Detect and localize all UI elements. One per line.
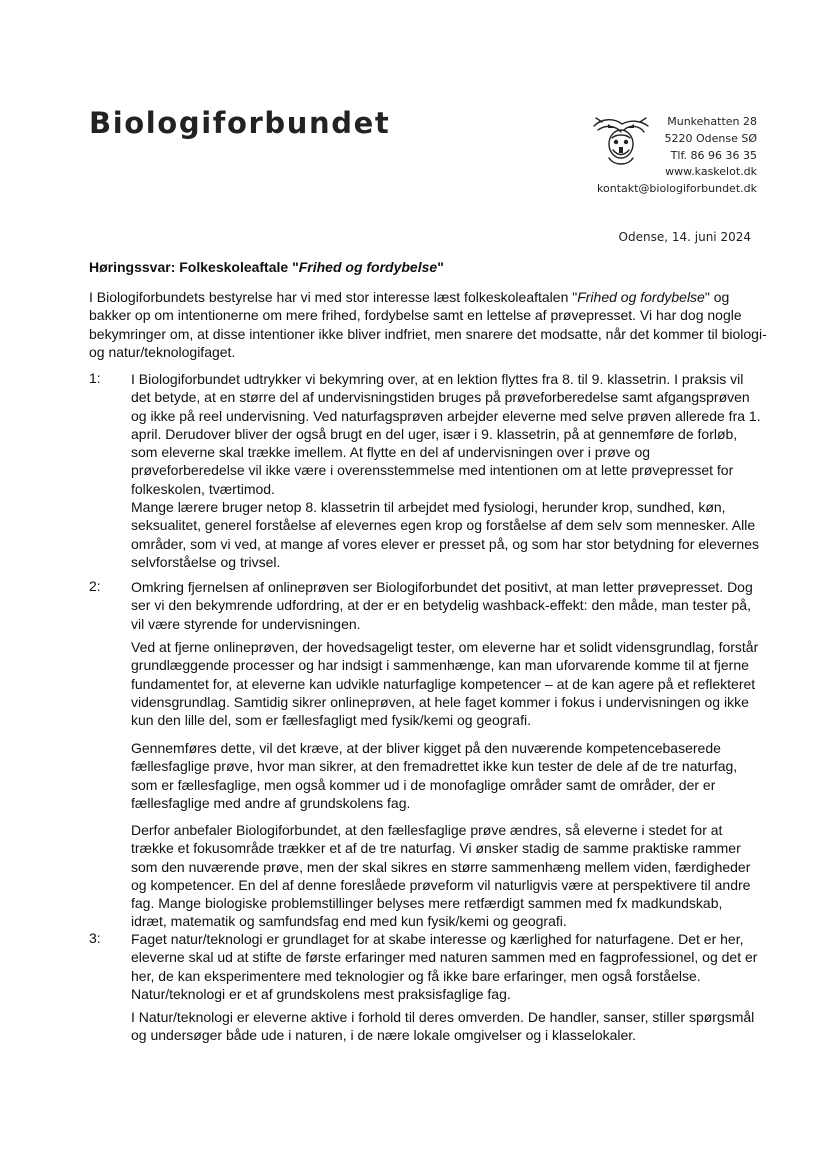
section-number: 1: [89, 370, 101, 386]
heading-italic: Frihed og fordybelse [298, 259, 438, 275]
section-paragraph: Omkring fjernelsen af onlineprøven ser Biologiforbundet det positivt, at man letter prøvepresset. Dog ser vi den bekymrende udfordring, at der er en betydelig washback-effekt: den måde, man tester på, vil være styrende for undervisningen. [131, 579, 753, 632]
heading-suffix: " [437, 259, 444, 275]
heading-prefix: Høringssvar: Folkeskoleaftale " [89, 259, 299, 275]
sender-address [597, 114, 757, 198]
organization-name: Biologiforbundet [89, 106, 391, 140]
section-paragraph: Gennemføres dette, vil det kræve, at der bliver kigget på den nuværende kompetencebaserede fællesfaglige prøve, hvor man sikrer, at den fremadrettet ikke kun tester de dele af de tre naturfag, som er fællesfaglige, men også kommer ud i de monofaglige områder samt de områder, der er fællesfaglige med andre af grundskolens fag. [131, 740, 738, 811]
section-paragraph: Mange lærere bruger netop 8. klassetrin til arbejdet med fysiologi, herunder krop, sundhed, køn, seksualitet, generel forståelse af elevernes egen krop og forståelse af dem selv som mennesker. Alle områder, som vi ved, at mange af vores elever er presset på, og som har stor betydning for elevernes selvforståelse og trivsel. [131, 499, 759, 570]
section-paragraph: Faget natur/teknologi er grundlaget for at skabe interesse og kærlighed for naturfagene. Det er her, eleverne skal ud at stifte de første erfaringer med naturen sammen med en fagprofessionel, og det er her, de kan eksperimentere med teknologier og få ikke bare erfaringer, men også forståelse. Natur/teknologi er et af grundskolens mest praksisfaglige fag. [131, 931, 758, 1002]
section-number: 2: [89, 578, 101, 594]
address-phone: Tlf. 86 96 36 35 [670, 148, 757, 162]
address-email[interactable]: kontakt@biologiforbundet.dk [597, 182, 757, 196]
intro-part1: I Biologiforbundets bestyrelse har vi med stor interesse læst folkeskoleaftalen " [89, 289, 578, 305]
intro-italic: Frihed og fordybelse [577, 289, 705, 305]
address-postal: 5220 Odense SØ [664, 131, 757, 145]
letter-date: Odense, 14. juni 2024 [618, 230, 751, 244]
section-paragraph: Ved at fjerne onlineprøven, der hovedsageligt tester, om eleverne har et solidt vidensgrundlag, forstår grundlæggende processer og har indsigt i sammenhænge, kan man uforvarende komme til at fjerne fundamentet for, at eleverne kan udvikle naturfaglige kompetencer – at de kan agere på et reflekteret vidensgrundlag. Samtidig sikrer onlineprøven, at hele faget kommer i fokus i undervisningen og ikke kun den lille del, som er fællesfagligt med fysik/kemi og geografi. [131, 639, 759, 729]
address-street: Munkehatten 28 [667, 115, 757, 128]
section-paragraph: Derfor anbefaler Biologiforbundet, at den fællesfaglige prøve ændres, så eleverne i stedet for at trække et fokusområde trækker et af de tre naturfag. Vi ønsker stadig de samme praktiske rammer som den nuværende prøve, men der skal sikres en større sammenhæng mellem viden, færdigheder og kompetencer. En del af denne foreslåede prøveform vil naturligvis være at perspektivere til andre fag. Mange biologiske problemstillinger belyses mere retfærdigt sammen med fx madkundskab, idræt, matematik og samfundsfag end med kun fysik/kemi og geografi. [131, 822, 751, 930]
address-website[interactable]: www.kaskelot.dk [665, 165, 757, 179]
letter-heading [89, 259, 444, 275]
section-paragraph: I Natur/teknologi er eleverne aktive i forhold til deres omverden. De handler, sanser, stiller spørgsmål og undersøger både ude i naturen, i de nære lokale omgivelser og i klasselokaler. [131, 1009, 755, 1044]
intro-paragraph [89, 288, 769, 361]
section-paragraph: I Biologiforbundet udtrykker vi bekymring over, at en lektion flyttes fra 8. til 9. klassetrin. I praksis vil det betyde, at en større del af undervisningstiden bruges på prøveforberedelse samt afgangsprøven og ikke på reel undervisning. Ved naturfagsprøven arbejder eleverne med selve prøven allerede fra 1. april. Derudover bliver der også brugt en del uger, især i 9. klassetrin, på at gennemføre de forløb, som eleverne skal trække imellem. At flytte en del af undervisningen over i prøve og prøveforberedelse vil ikke være i overensstemmelse med intentionen om at lette prøvepresset for folkeskolen, tværtimod. [131, 371, 761, 497]
intro-part2: " og bakker op om intentionerne om mere frihed, fordybelse samt en lettelse af prøvepresset. Vi har dog nogle bekymringer om, at disse intentioner ikke bliver indfriet, men snarere det modsatte, når det kommer til biologi- og natur/teknologifaget. [89, 289, 767, 360]
section-number: 3: [89, 930, 101, 946]
